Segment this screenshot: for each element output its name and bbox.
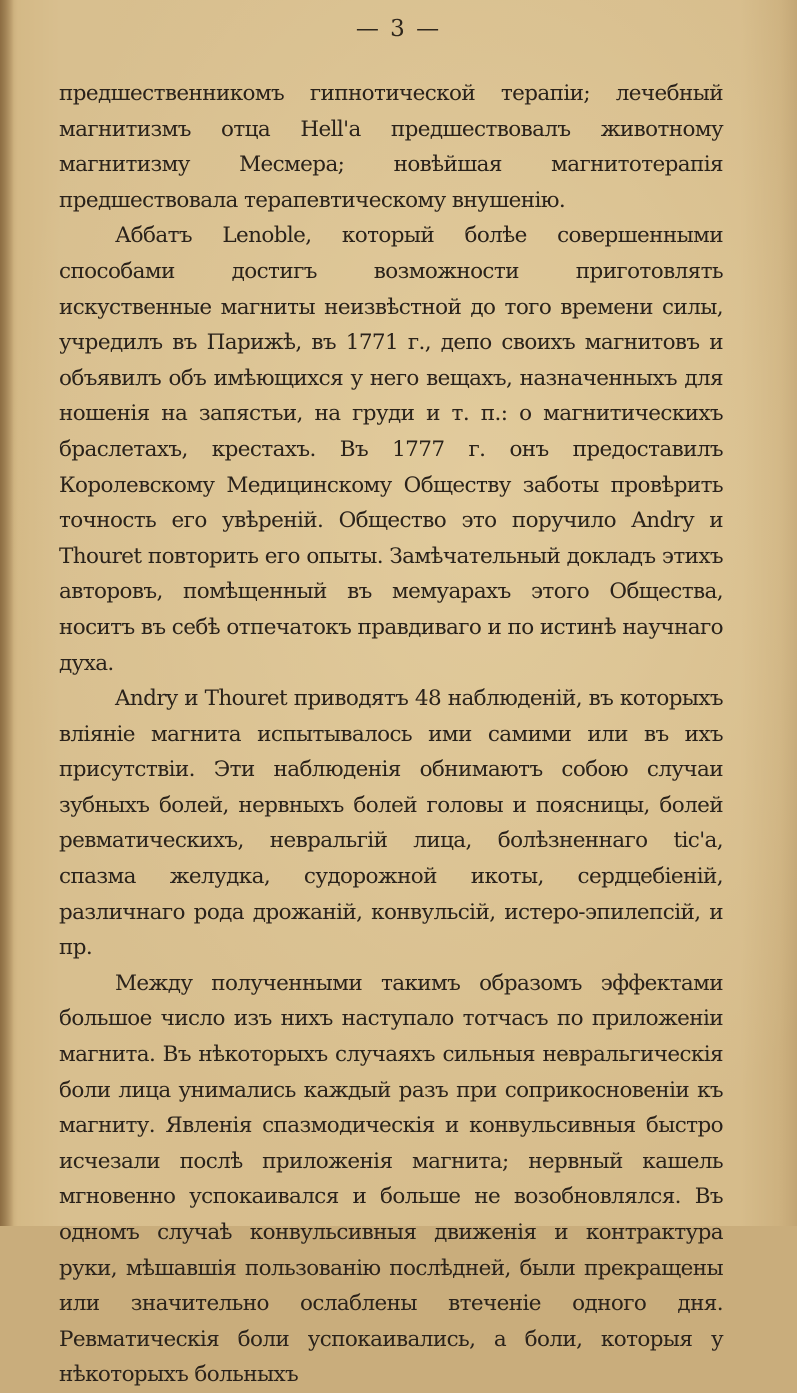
page-body bbox=[59, 76, 723, 1393]
page-number-header: — 3 — bbox=[355, 16, 442, 42]
paragraph-2: Аббатъ Lenoble, который болѣе совершенными способами достигъ возможности приготовлять искуственные магниты неизвѣстной до того времени силы, учредилъ въ Парижѣ, въ 1771 г., депо своихъ магнитовъ и объявилъ объ имѣющихся у него вещахъ, назначенныхъ для ношенія на запястьи, на груди и т. п.: о магнитическихъ браслетахъ, крестахъ. Въ 1777 г. онъ предоставилъ Королевскому Медицинскому Обществу заботы провѣрить точность его увѣреній. Общество это поручило Andry и Thouret повторить его опыты. Замѣчательный докладъ этихъ авторовъ, помѣщенный въ мемуарахъ этого Общества, носитъ въ себѣ отпечатокъ правдиваго и по истинѣ научнаго духа. bbox=[59, 223, 723, 676]
paragraph-4: Между полученными такимъ образомъ эффектами большое число изъ нихъ наступало тотчасъ по приложеніи магнита. Въ нѣкоторыхъ случаяхъ сильныя невральгическія боли лица унимались каждый разъ при соприкосновеніи къ магниту. Явленія спазмодическія и конвульсивныя быстро исчезали послѣ приложенія магнита; нервный кашель мгновенно успокаивался и больше не возобновлялся. Въ одномъ случаѣ конвульсивныя движенія и контрактура руки, мѣшавшія пользованію послѣдней, были прекращены или значительно ослаблены втеченіе одного дня. Ревматическія боли успокаивались, а боли, которыя у нѣкоторыхъ больныхъ bbox=[59, 970, 723, 1388]
paragraph-3: Andry и Thouret приводятъ 48 наблюденій, въ которыхъ вліяніе магнита испытывалось ими самими или въ ихъ присутствіи. Эти наблюденія обнимаютъ собою случаи зубныхъ болей, нервныхъ болей головы и поясницы, болей ревматическихъ, невральгій лица, болѣзненнаго tic'а, спазма желудка, судорожной икоты, сердцебіеній, различнаго рода дрожаній, конвульсій, истеро-эпилепсій, и пр. bbox=[59, 686, 723, 961]
paragraph-1: предшественникомъ гипнотической терапіи; лечебный магнитизмъ отца Hell'а предшествовалъ животному магнитизму Месмера; новѣйшая магнитотерапія предшествовала терапевтическому внушенію. bbox=[59, 81, 723, 213]
